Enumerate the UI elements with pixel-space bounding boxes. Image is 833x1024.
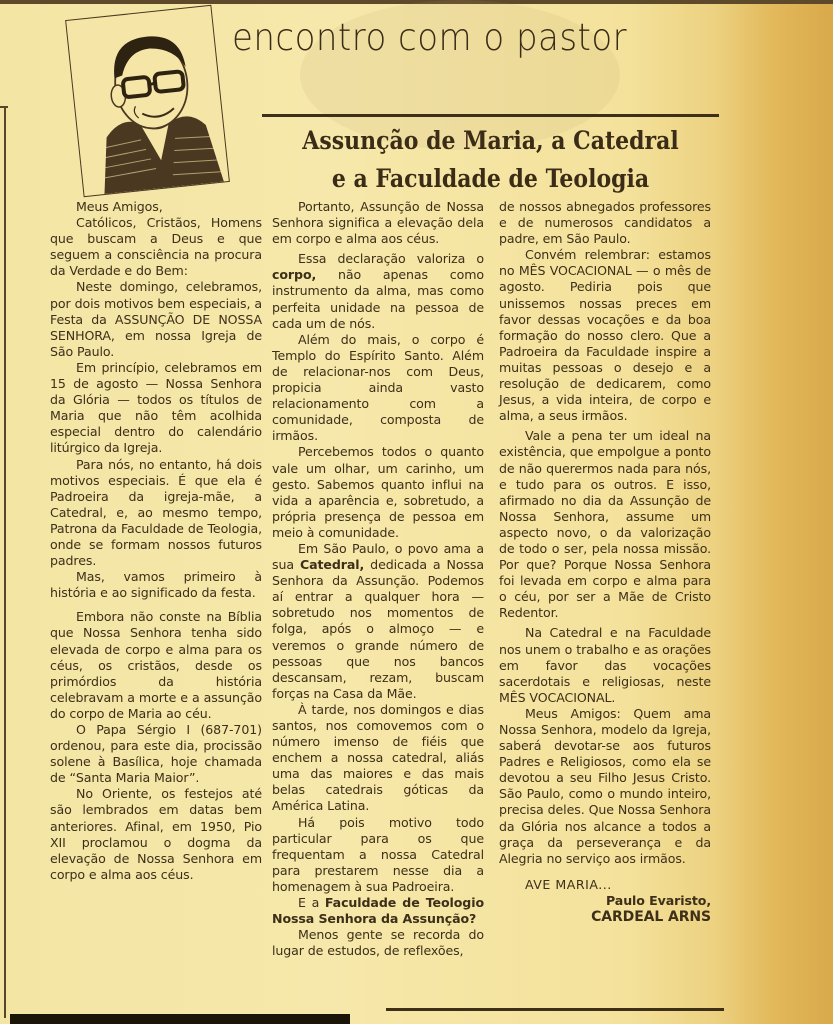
text-run: Em São Paulo, o povo ama a sua bbox=[272, 540, 484, 573]
text-run: dedicada a Nossa Senhora da Assunção. Podemos aí entrar a qualquer hora — sobretudo nos momentos de folga, após o almoço — e veremos o grande número de pessoas que nos bancos descansam, rezam, buscam forças na Casa da Mãe. bbox=[272, 557, 484, 701]
author-portrait bbox=[65, 5, 230, 197]
paragraph bbox=[272, 251, 484, 331]
signature-name: Paulo Evaristo, bbox=[606, 892, 711, 908]
paragraph: Neste domingo, celebramos, por dois motivos bem especiais, a Festa da ASSUNÇÃO DE NOSSA SENHORA, em nossa Igreja de São Paulo. bbox=[50, 279, 262, 359]
paragraph: Meus Amigos: Quem ama Nossa Senhora, modelo da Igreja, saberá devotar-se aos futuros Padres e Religiosos, como ela se devotou a seu Filho Jesus Cristo. São Paulo, como o mundo inteiro, precisa deles. Que Nossa Senhora da Glória nos alcance a todos a graça da perseverança e da Alegria no serviço aos irmãos. bbox=[499, 705, 711, 866]
closing-salutation: AVE MARIA... bbox=[525, 876, 612, 892]
bold-text: Catedral, bbox=[299, 557, 365, 573]
paragraph: Católicos, Cristãos, Homens que buscam a Deus e que seguem a consciência na procura da Verdade e do Bem: bbox=[50, 215, 262, 279]
paragraph: Portanto, Assunção de Nossa Senhora significa a elevação dela em corpo e alma aos céus. bbox=[272, 199, 484, 247]
bottom-rule bbox=[386, 1008, 724, 1011]
paragraph: Menos gente se recorda do lugar de estudos, de reflexões, bbox=[272, 927, 484, 959]
bold-text: Faculdade de Teologio Nossa Senhora da Assunção? bbox=[272, 895, 484, 927]
section-title: encontro com o pastor bbox=[232, 16, 628, 59]
paragraph: Meus Amigos, bbox=[76, 199, 163, 214]
paragraph bbox=[272, 541, 484, 702]
headline-top-rule bbox=[262, 114, 719, 117]
headline-line-1: Assunção de Maria, a Catedral bbox=[302, 126, 679, 155]
bold-text: corpo, bbox=[272, 267, 317, 283]
portrait-sketch-icon bbox=[66, 6, 229, 196]
text-run: E a bbox=[298, 895, 320, 911]
paragraph bbox=[272, 895, 484, 927]
left-border-rule bbox=[4, 106, 6, 1018]
paragraph: Mas, vamos primeiro à história e ao significado da festa. bbox=[50, 569, 262, 601]
headline-line-2: e a Faculdade de Teologia bbox=[331, 164, 650, 193]
paragraph: Em princípio, celebramos em 15 de agosto — Nossa Senhora da Glória — todos os títulos de Maria que não têm acolhida especial dentro do calendário litúrgico da Igreja. bbox=[50, 359, 262, 456]
article-column-2 bbox=[272, 199, 484, 959]
paragraph: No Oriente, os festejos até são lembrados em datas bem anteriores. Afinal, em 1950, Pio XII proclamou o dogma da elevação de Nossa Senhora em corpo e alma aos céus. bbox=[50, 786, 262, 882]
article-column-3 bbox=[499, 199, 711, 925]
signature-title: CARDEAL ARNS bbox=[591, 909, 711, 926]
paragraph: Vale a pena ter um ideal na existência, que empolgue a ponto de não querermos nada para nós, e tudo para os outros. E isso, afirmado no dia da Assunção de Nossa Senhora, assume um aspecto novo, o da valorização de todo o ser, pela nossa missão. Por que? Porque Nossa Senhora foi levada em corpo e alma para o céu, por ser a Mãe de Cristo Redentor. bbox=[499, 428, 711, 621]
paragraph: Percebemos todos o quanto vale um olhar, um carinho, um gesto. Sabemos quanto influi na vida a aparência e, sobretudo, a própria presença de pessoa em meio à comunidade. bbox=[272, 444, 484, 540]
text-run: Essa declaração valoriza o bbox=[298, 251, 484, 267]
paragraph: Na Catedral e na Faculdade nos unem o trabalho e as orações em favor das vocações sacerdotais e religiosas, neste MÊS VOCACIONAL. bbox=[499, 625, 711, 705]
paragraph: de nossos abnegados professores e de numerosos candidatos a padre, em São Paulo. bbox=[499, 199, 711, 247]
bottom-black-bar bbox=[10, 1014, 350, 1024]
paragraph: Além do mais, o corpo é Templo do Espírito Santo. Além de relacionar-nos com Deus, propicia ainda vasto relacionamento com a comunidade, composta de irmãos. bbox=[272, 331, 484, 444]
paragraph: À tarde, nos domingos e dias santos, nos comovemos com o número imenso de fiéis que enchem a nossa catedral, aliás uma das maiores e das mais belas catedrais góticas da América Latina. bbox=[272, 701, 484, 814]
article-headline bbox=[289, 122, 691, 198]
paragraph: Embora não conste na Bíblia que Nossa Senhora tenha sido elevada de corpo e alma para os céus, os cristãos, desde os primórdios da história celebravam a morte e a assunção do corpo de Maria ao céu. bbox=[50, 609, 262, 721]
paragraph: Para nós, no entanto, há dois motivos especiais. É que ela é Padroeira da igreja-mãe, a Catedral, e, ao mesmo tempo, Patrona da Faculdade de Teologia, onde se formam nossos futuros padres. bbox=[50, 456, 262, 569]
article-column-1 bbox=[50, 199, 262, 883]
page-top-edge bbox=[0, 0, 833, 4]
paragraph: O Papa Sérgio I (687-701) ordenou, para este dia, procissão solene à Basílica, hoje chamada de “Santa Maria Maior”. bbox=[50, 722, 262, 786]
paragraph: Convém relembrar: estamos no MÊS VOCACIONAL — o mês de agosto. Pediria pois que unissemos nossas preces em favor dessas vocações e da boa formação do nosso clero. Que a Padroeira da Faculdade inspire a muitas pessoas o desejo e a resolução de dedicarem, como Jesus, a vida inteira, de corpo e alma, a seus irmãos. bbox=[499, 247, 711, 424]
text-run: não apenas como instrumento da alma, mas como perfeita unidade na pessoa de cada um de nós. bbox=[272, 267, 484, 331]
paragraph: Há pois motivo todo particular para os que frequentam a nossa Catedral para prestarem nesse dia a homenagem à sua Padroeira. bbox=[272, 814, 484, 894]
